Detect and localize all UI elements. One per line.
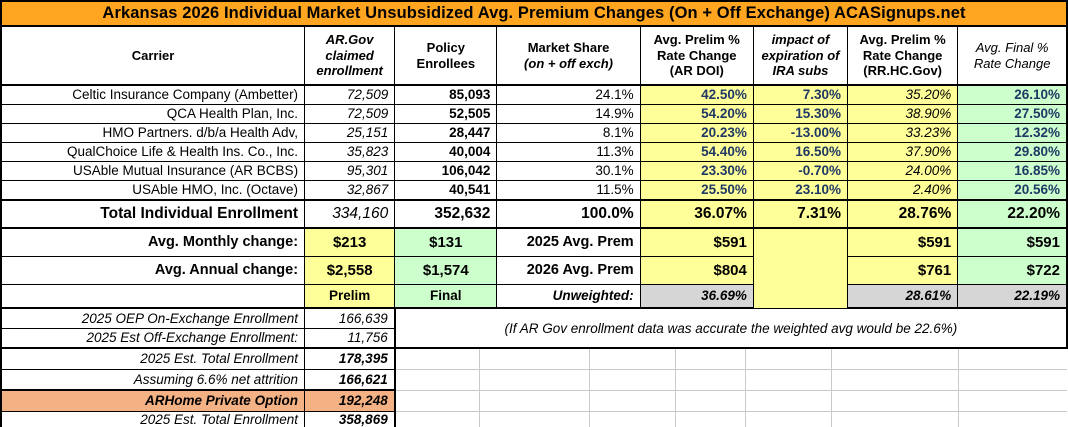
avg-monthly-prelim: $213	[305, 228, 395, 256]
prelim-rate-rrhcgov: 33.23%	[848, 124, 958, 143]
prem-2025-label: 2025 Avg. Prem	[497, 228, 640, 256]
enrollment-label: 2025 Est. Total Enrollment	[1, 348, 305, 369]
ira-impact: -0.70%	[753, 162, 847, 181]
prelim-rate-ardoi: 20.23%	[640, 124, 753, 143]
total-market-share: 100.0%	[497, 200, 640, 228]
ira-impact: 7.30%	[753, 85, 847, 105]
prem-2025-rrhcgov: $591	[848, 228, 958, 256]
total-argov: 334,160	[305, 200, 395, 228]
market-share: 30.1%	[497, 162, 640, 181]
final-column-tag: Final	[395, 284, 497, 308]
avg-monthly-row	[1, 228, 1067, 256]
prem-2025-final: $591	[958, 228, 1067, 256]
prelim-rate-rrhcgov: 2.40%	[848, 181, 958, 201]
ira-impact: 16.50%	[753, 143, 847, 162]
enrollment-label: Assuming 6.6% net attrition	[1, 369, 305, 390]
empty-cell	[1, 284, 305, 308]
total-final-rate: 22.20%	[958, 200, 1067, 228]
argov-enrollment: 35,823	[305, 143, 395, 162]
avg-monthly-label: Avg. Monthly change:	[1, 228, 305, 256]
page-title: Arkansas 2026 Individual Market Unsubsidized Avg. Premium Changes (On + Off Exchange) ACASignups.net	[0, 0, 1068, 27]
total-row	[1, 200, 1067, 228]
prelim-rate-ardoi: 42.50%	[640, 85, 753, 105]
prelim-rate-ardoi: 25.50%	[640, 181, 753, 201]
enrollment-value: 166,639	[305, 308, 395, 328]
total-prelim-ardoi: 36.07%	[640, 200, 753, 228]
enrollment-value: 192,248	[305, 390, 395, 411]
weighted-avg-note: (If AR Gov enrollment data was accurate the weighted avg would be 22.6%)	[395, 308, 1067, 348]
ira-impact: 23.10%	[753, 181, 847, 201]
prelim-rate-ardoi: 23.30%	[640, 162, 753, 181]
carrier-name: HMO Partners. d/b/a Health Adv,	[1, 124, 305, 143]
unweighted-final: 22.19%	[958, 284, 1067, 308]
enrollment-value: 11,756	[305, 328, 395, 348]
total-prelim-rrhcgov: 28.76%	[848, 200, 958, 228]
col-header-final-rate-change: Avg. Final % Rate Change	[958, 27, 1067, 85]
policy-enrollees: 40,541	[395, 181, 497, 201]
policy-enrollees: 106,042	[395, 162, 497, 181]
col-header-argov-enrollment: AR.Gov claimed enrollment	[305, 27, 395, 85]
avg-annual-final: $1,574	[395, 256, 497, 284]
table-row-celtic	[1, 85, 1067, 105]
final-rate-change: 12.32%	[958, 124, 1067, 143]
col-header-prelim-ardoi: Avg. Prelim % Rate Change (AR DOI)	[640, 27, 753, 85]
table-row-qca	[1, 105, 1067, 124]
enrollment-value: 166,621	[305, 369, 395, 390]
carrier-name: USAble HMO, Inc. (Octave)	[1, 181, 305, 201]
header-row	[1, 27, 1067, 85]
policy-enrollees: 85,093	[395, 85, 497, 105]
carrier-name: QualChoice Life & Health Ins. Co., Inc.	[1, 143, 305, 162]
market-share-label: Market Share	[527, 39, 610, 55]
unweighted-ardoi: 36.69%	[640, 284, 753, 308]
prelim-final-row	[1, 284, 1067, 308]
unweighted-rrhcgov: 28.61%	[848, 284, 958, 308]
ira-impact: 15.30%	[753, 105, 847, 124]
argov-enrollment: 72,509	[305, 85, 395, 105]
prem-2026-label: 2026 Avg. Prem	[497, 256, 640, 284]
premium-changes-table	[0, 27, 1068, 427]
avg-monthly-final: $131	[395, 228, 497, 256]
prelim-rate-rrhcgov: 38.90%	[848, 105, 958, 124]
market-share: 11.3%	[497, 143, 640, 162]
prelim-rate-rrhcgov: 24.00%	[848, 162, 958, 181]
market-share-sublabel: (on + off exch)	[524, 55, 614, 71]
final-rate-change: 16.85%	[958, 162, 1067, 181]
enrollment-label: ARHome Private Option	[1, 390, 305, 411]
table-row-hmo-partners	[1, 124, 1067, 143]
col-header-ira-impact: impact of expiration of IRA subs	[753, 27, 847, 85]
prelim-rate-rrhcgov: 37.90%	[848, 143, 958, 162]
argov-enrollment: 72,509	[305, 105, 395, 124]
final-rate-change: 27.50%	[958, 105, 1067, 124]
enrollment-value: 178,395	[305, 348, 395, 369]
market-share: 8.1%	[497, 124, 640, 143]
total-policy: 352,632	[395, 200, 497, 228]
prem-2026-final: $722	[958, 256, 1067, 284]
prem-2025-ardoi: $591	[640, 228, 753, 256]
table-row-usable-mutual	[1, 162, 1067, 181]
argov-enrollment: 32,867	[305, 181, 395, 201]
unweighted-label: Unweighted:	[497, 284, 640, 308]
col-header-prelim-rrhcgov: Avg. Prelim % Rate Change (RR.HC.Gov)	[848, 27, 958, 85]
market-share: 24.1%	[497, 85, 640, 105]
table-row-qualchoice	[1, 143, 1067, 162]
policy-enrollees: 52,505	[395, 105, 497, 124]
prelim-column-tag: Prelim	[305, 284, 395, 308]
prelim-rate-ardoi: 54.40%	[640, 143, 753, 162]
final-rate-change: 29.80%	[958, 143, 1067, 162]
argov-enrollment: 25,151	[305, 124, 395, 143]
argov-enrollment: 95,301	[305, 162, 395, 181]
avg-annual-label: Avg. Annual change:	[1, 256, 305, 284]
total-ira-impact: 7.31%	[753, 200, 847, 228]
market-share: 11.5%	[497, 181, 640, 201]
prelim-rate-ardoi: 54.20%	[640, 105, 753, 124]
table-row-usable-hmo	[1, 181, 1067, 201]
enrollment-label: 2025 Est. Total Enrollment	[1, 411, 305, 427]
prem-2026-ardoi: $804	[640, 256, 753, 284]
policy-enrollees: 40,004	[395, 143, 497, 162]
col-header-carrier: Carrier	[1, 27, 305, 85]
col-header-policy-enrollees: Policy Enrollees	[395, 27, 497, 85]
enrollment-label: 2025 OEP On-Exchange Enrollment	[1, 308, 305, 328]
prelim-rate-rrhcgov: 35.20%	[848, 85, 958, 105]
prem-2026-rrhcgov: $761	[848, 256, 958, 284]
carrier-name: USAble Mutual Insurance (AR BCBS)	[1, 162, 305, 181]
col-header-market-share	[497, 27, 640, 85]
final-rate-change: 26.10%	[958, 85, 1067, 105]
policy-enrollees: 28,447	[395, 124, 497, 143]
row-2025-oep-onexchange	[1, 308, 1067, 328]
avg-annual-prelim: $2,558	[305, 256, 395, 284]
carrier-name: Celtic Insurance Company (Ambetter)	[1, 85, 305, 105]
enrollment-value: 358,869	[305, 411, 395, 427]
row-2025-est-total	[1, 348, 1067, 369]
avg-annual-row	[1, 256, 1067, 284]
ira-impact-merged-empty-cell	[753, 228, 847, 308]
market-share: 14.9%	[497, 105, 640, 124]
final-rate-change: 20.56%	[958, 181, 1067, 201]
carrier-name: QCA Health Plan, Inc.	[1, 105, 305, 124]
enrollment-label: 2025 Est Off-Exchange Enrollment:	[1, 328, 305, 348]
total-label: Total Individual Enrollment	[1, 200, 305, 228]
ira-impact: -13.00%	[753, 124, 847, 143]
empty-spreadsheet-grid	[395, 348, 1067, 427]
